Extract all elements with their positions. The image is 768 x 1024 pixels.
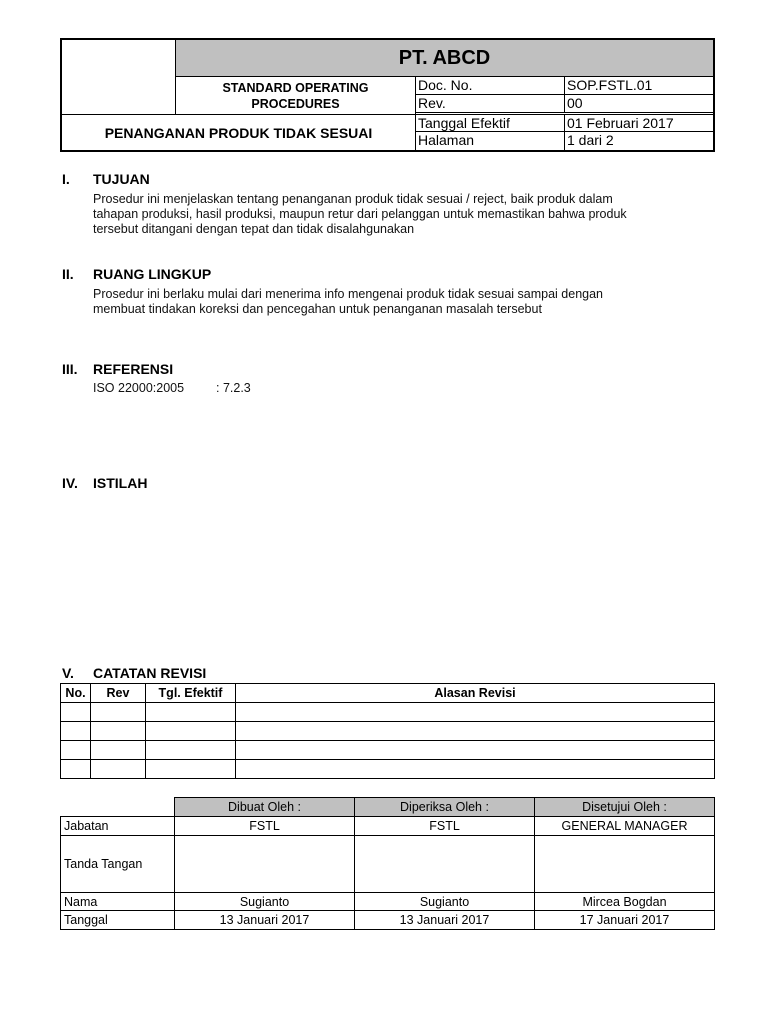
table-row (61, 893, 715, 911)
approval-table (60, 797, 715, 930)
meta-value: 1 dari 2 (567, 132, 614, 148)
section-body-tujuan (93, 192, 713, 237)
section-title-tujuan: TUJUAN (93, 171, 150, 187)
table-cell (91, 703, 146, 722)
row-label-nama: Nama (61, 893, 175, 911)
section-title-ruang-lingkup: RUANG LINGKUP (93, 266, 212, 282)
section-number-catatan-revisi: V. (62, 665, 74, 681)
column-header-disetujui-oleh: Disetujui Oleh : (535, 798, 715, 817)
meta-key: Doc. No. (418, 77, 473, 93)
table-cell (61, 741, 91, 760)
document-header (60, 38, 715, 152)
row-label-tanggal: Tanggal (61, 911, 175, 930)
section-number-tujuan: I. (62, 171, 70, 187)
reference-standard: ISO 22000:2005 (93, 381, 185, 395)
table-cell (236, 741, 715, 760)
column-header-diperiksa-oleh: Diperiksa Oleh : (355, 798, 535, 817)
signature-box (535, 836, 715, 893)
table-row (61, 703, 715, 722)
section-title-istilah: ISTILAH (93, 475, 148, 491)
table-cell (236, 760, 715, 779)
sop-label-line1: STANDARD OPERATING (222, 80, 369, 95)
table-cell: 17 Januari 2017 (535, 911, 715, 930)
meta-value: 00 (567, 95, 583, 111)
meta-row-doc-no (416, 77, 713, 95)
table-row (61, 836, 715, 893)
sop-label-line2: PROCEDURES (251, 96, 340, 111)
revision-table-header (61, 684, 715, 703)
paragraph-line: tahapan produksi, hasil produksi, maupun retur dari pelanggan untuk memastikan bahwa produk (93, 207, 627, 221)
section-number-istilah: IV. (62, 475, 78, 491)
meta-value: SOP.FSTL.01 (567, 77, 653, 93)
table-cell (146, 722, 236, 741)
company-name: PT. ABCD (176, 40, 713, 77)
logo-placeholder (62, 40, 176, 114)
table-cell (236, 703, 715, 722)
row-label-jabatan: Jabatan (61, 817, 175, 836)
section-number-referensi: III. (62, 361, 78, 377)
column-header-tgl-efektif: Tgl. Efektif (146, 684, 236, 703)
table-cell (61, 760, 91, 779)
table-row (61, 741, 715, 760)
reference-clause: : 7.2.3 (216, 381, 251, 395)
signature-box (175, 836, 355, 893)
paragraph-line: membuat tindakan koreksi dan pencegahan untuk penanganan masalah tersebut (93, 302, 542, 316)
meta-row-rev (416, 95, 713, 113)
approval-table-header (61, 798, 715, 817)
sop-label (176, 77, 416, 114)
table-cell (61, 703, 91, 722)
table-row (61, 760, 715, 779)
table-cell: GENERAL MANAGER (535, 817, 715, 836)
table-cell (91, 741, 146, 760)
table-cell (91, 722, 146, 741)
table-cell (91, 760, 146, 779)
column-header-dibuat-oleh: Dibuat Oleh : (175, 798, 355, 817)
signature-box (355, 836, 535, 893)
table-cell (146, 760, 236, 779)
table-cell (236, 722, 715, 741)
meta-key: Halaman (418, 132, 475, 148)
row-label-tanda-tangan: Tanda Tangan (61, 836, 175, 893)
empty-corner-cell (61, 798, 175, 817)
table-cell: FSTL (355, 817, 535, 836)
meta-value: 01 Februari 2017 (567, 115, 674, 131)
meta-key: Tanggal Efektif (418, 115, 510, 131)
table-cell: Sugianto (355, 893, 535, 911)
section-title-referensi: REFERENSI (93, 361, 174, 377)
table-cell: 13 Januari 2017 (355, 911, 535, 930)
column-header-rev: Rev (91, 684, 146, 703)
meta-row-halaman (416, 132, 713, 150)
table-row (61, 817, 715, 836)
table-cell: Sugianto (175, 893, 355, 911)
table-cell: Mircea Bogdan (535, 893, 715, 911)
table-cell (146, 741, 236, 760)
section-body-ruang-lingkup (93, 287, 713, 317)
table-cell: 13 Januari 2017 (175, 911, 355, 930)
document-meta (416, 77, 713, 150)
meta-key: Rev. (418, 95, 446, 111)
section-title-catatan-revisi: CATATAN REVISI (93, 665, 207, 681)
table-cell: FSTL (175, 817, 355, 836)
paragraph-line: Prosedur ini berlaku mulai dari menerima info mengenai produk tidak sesuai sampai dengan (93, 287, 604, 301)
column-header-no: No. (61, 684, 91, 703)
table-cell (146, 703, 236, 722)
paragraph-line: Prosedur ini menjelaskan tentang penanganan produk tidak sesuai / reject, baik produk dalam (93, 192, 613, 206)
paragraph-line: tersebut ditangani dengan tepat dan tidak disalahgunakan (93, 222, 415, 236)
document-title: PENANGANAN PRODUK TIDAK SESUAI (62, 114, 416, 150)
revision-table (60, 683, 715, 779)
table-row (61, 911, 715, 930)
table-row (61, 722, 715, 741)
section-number-ruang-lingkup: II. (62, 266, 74, 282)
meta-row-tanggal-efektif (416, 114, 713, 132)
column-header-alasan-revisi: Alasan Revisi (236, 684, 715, 703)
table-cell (61, 722, 91, 741)
